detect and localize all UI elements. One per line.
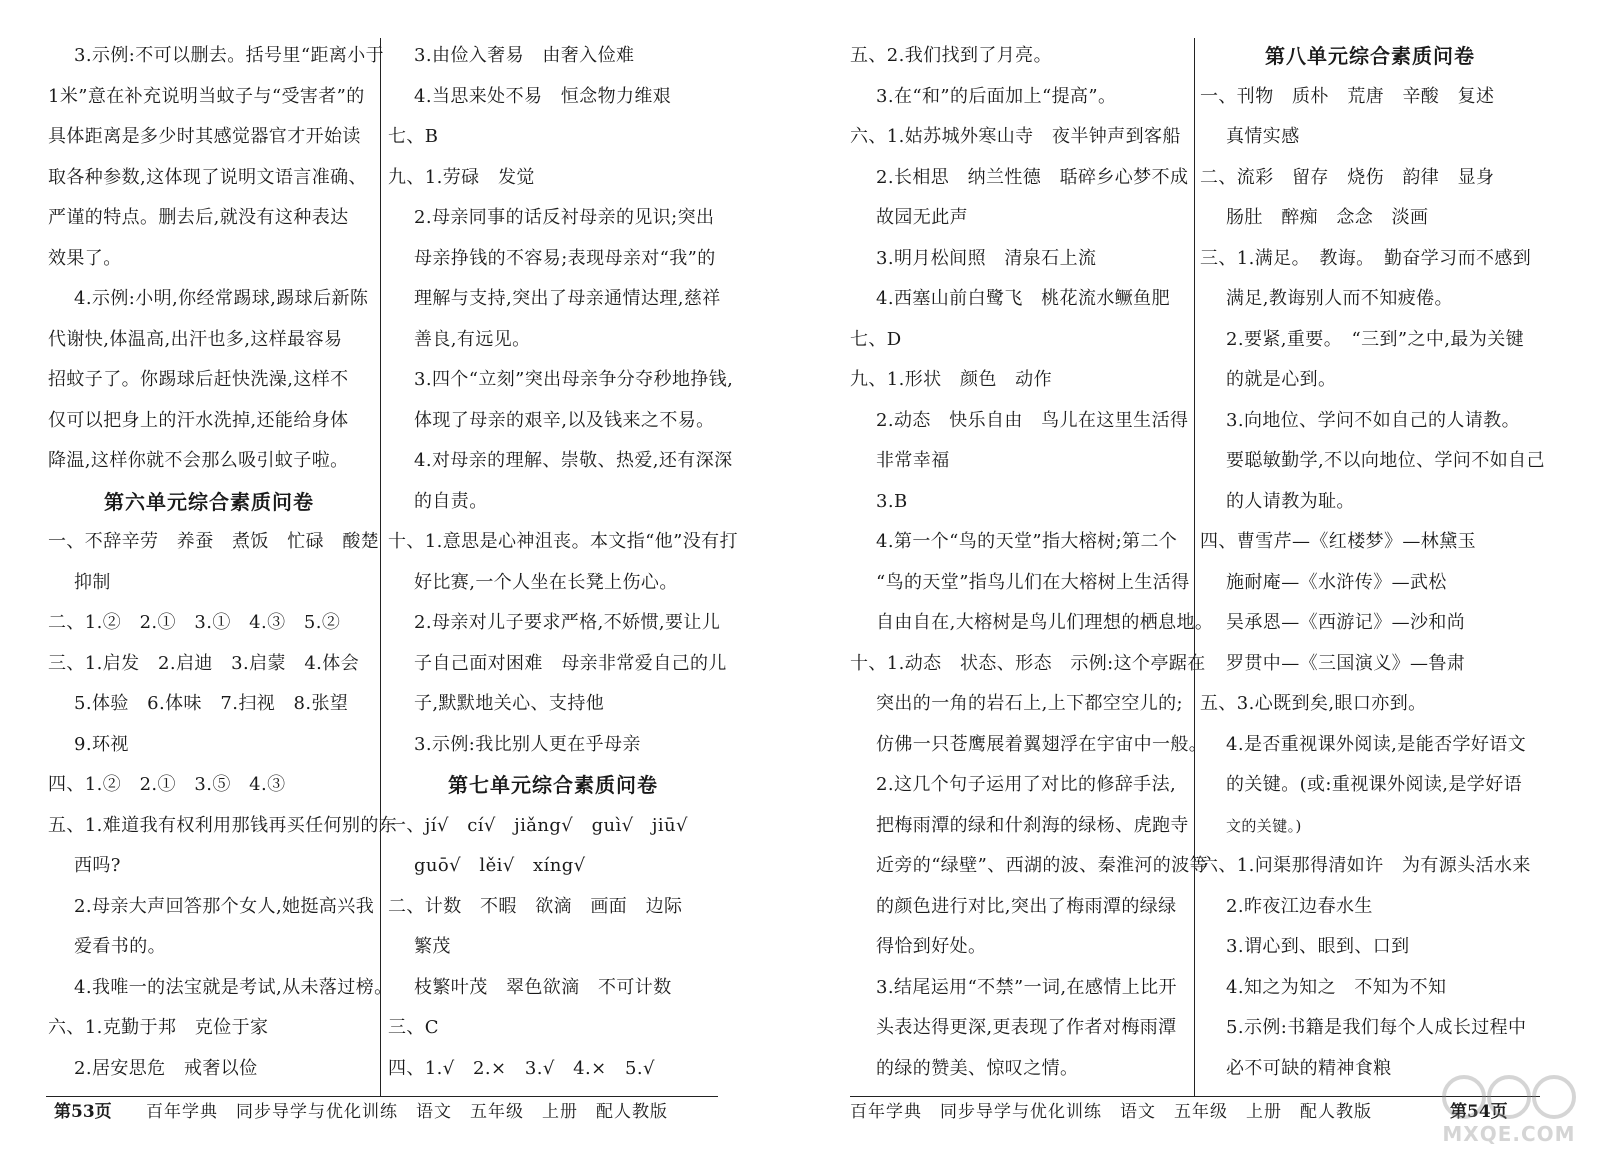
answer-line bbox=[48, 239, 370, 280]
answer-text: 2.居安思危 戒奢以俭 bbox=[74, 1057, 258, 1079]
answer-line bbox=[850, 1008, 1186, 1049]
answer-line bbox=[388, 117, 718, 158]
answer-text: 的就是心到。 bbox=[1226, 369, 1337, 390]
answer-text: 的绿的赞美、惊叹之情。 bbox=[876, 1057, 1079, 1079]
answer-line bbox=[1200, 644, 1540, 685]
answer-text: 4.知之为知之 不知为不知 bbox=[1226, 976, 1447, 998]
answer-line bbox=[48, 320, 370, 361]
answer-line bbox=[48, 279, 370, 320]
answer-text: 5.体验 6.体味 7.扫视 8.张望 bbox=[74, 693, 349, 714]
answer-line bbox=[388, 279, 721, 320]
answer-text: 罗贯中—《三国演义》—鲁肃 bbox=[1226, 652, 1466, 674]
answer-text: 把梅雨潭的绿和什刹海的绿杨、虎跑寺 bbox=[876, 814, 1189, 836]
answer-line bbox=[48, 522, 380, 563]
answer-text: 子自己面对困难 母亲非常爱自己的儿 bbox=[414, 652, 727, 674]
answer-text: 5.示例:书籍是我们每个人成长过程中 bbox=[1226, 1017, 1527, 1038]
watermark bbox=[1434, 1070, 1584, 1146]
answer-line bbox=[48, 644, 370, 685]
answer-text: 的颜色进行对比,突出了梅雨潭的绿绿 bbox=[876, 895, 1177, 917]
answer-line bbox=[850, 441, 1186, 482]
answer-line bbox=[850, 77, 1186, 118]
answer-text: 近旁的“绿壁”、西湖的波、秦淮河的波等 bbox=[876, 855, 1209, 876]
answer-text: 二、计数 不暇 欲滴 画面 边际 bbox=[388, 895, 683, 917]
answer-line bbox=[850, 279, 1186, 320]
underlined-example-text: 突出的一角的岩石上,上下都空空儿的; bbox=[876, 693, 1183, 714]
answer-text: 故园无此声 bbox=[876, 207, 968, 228]
column-divider bbox=[380, 38, 381, 1096]
answer-line bbox=[48, 117, 370, 158]
answer-line bbox=[1200, 360, 1540, 401]
answer-line bbox=[1200, 239, 1540, 280]
answer-line bbox=[850, 644, 1206, 685]
answer-text: 枝繁叶茂 翠色欲滴 不可计数 bbox=[414, 976, 672, 998]
answer-line bbox=[48, 401, 370, 442]
answer-line bbox=[1200, 77, 1540, 118]
answer-line bbox=[48, 198, 370, 239]
answer-text: 取各种参数,这体现了说明文语言准确、 bbox=[48, 166, 367, 188]
answer-text: 头表达得更深,更表现了作者对梅雨潭 bbox=[876, 1017, 1177, 1038]
section-heading bbox=[48, 482, 370, 523]
answer-line bbox=[388, 158, 718, 199]
answer-line bbox=[48, 927, 370, 968]
watermark-logo-icon bbox=[1434, 1070, 1584, 1124]
answer-text: 三、C bbox=[388, 1017, 439, 1038]
left-page-footer bbox=[46, 1096, 718, 1127]
answer-line bbox=[1200, 198, 1540, 239]
answer-line bbox=[48, 36, 385, 77]
answer-text: 七、B bbox=[388, 126, 439, 147]
answer-text: 具体距离是多少时其感觉器官才开始读 bbox=[48, 126, 361, 147]
answer-text: 二、流彩 留存 烧伤 韵律 显身 bbox=[1200, 166, 1495, 188]
answer-text: 施耐庵—《水浒传》—武松 bbox=[1226, 571, 1447, 593]
answer-line bbox=[1200, 522, 1540, 563]
answer-line bbox=[1200, 441, 1545, 482]
answer-line bbox=[48, 603, 370, 644]
answer-line bbox=[850, 846, 1209, 887]
answer-line bbox=[388, 198, 718, 239]
answer-text: 十、1.意思是心神沮丧。本文指“他”没有打 bbox=[388, 531, 738, 552]
answer-text: 五、1.难道我有权利用那钱再买任何别的东 bbox=[48, 814, 398, 836]
answer-text: 满足,教诲别人而不知疲倦。 bbox=[1226, 288, 1453, 309]
answer-text: 五、2.我们找到了月亮。 bbox=[850, 45, 1052, 66]
answer-text: 3.由俭入奢易 由奢入俭难 bbox=[414, 45, 635, 66]
answer-text: 2.昨夜江边春水生 bbox=[1226, 895, 1373, 917]
answer-text: 招蚊子了。你踢球后赶快洗澡,这样不 bbox=[48, 369, 349, 390]
answer-line bbox=[48, 158, 370, 199]
answer-line bbox=[850, 563, 1190, 604]
answer-line bbox=[388, 239, 718, 280]
answer-text: 七、D bbox=[850, 328, 902, 350]
answer-text: 3.明月松间照 清泉石上流 bbox=[876, 247, 1097, 269]
underlined-example-text: 仿佛一只苍鹰展着翼翅浮在宇宙中一般。 bbox=[876, 733, 1208, 755]
answer-text: 仅可以把身上的汗水洗掉,还能给身体 bbox=[48, 409, 349, 431]
answer-text: 2.母亲大声回答那个女人,她挺高兴我 bbox=[74, 895, 375, 917]
answer-text: “鸟的天堂”指鸟儿们在大榕树上生活得 bbox=[876, 571, 1190, 593]
book-title: 百年学典 同步导学与优化训练 语文 五年级 上册 配人教版 bbox=[850, 1102, 1372, 1122]
answer-line bbox=[1200, 887, 1540, 928]
answer-line bbox=[1200, 320, 1540, 361]
answer-line bbox=[388, 441, 733, 482]
answer-text: 效果了。 bbox=[48, 247, 122, 269]
answer-line bbox=[388, 1008, 718, 1049]
answer-line bbox=[850, 968, 1186, 1009]
answer-text: 3.谓心到、眼到、口到 bbox=[1226, 936, 1410, 957]
answer-line bbox=[850, 482, 1186, 523]
answer-line bbox=[388, 846, 718, 887]
answer-text: 3.B bbox=[876, 490, 908, 512]
answer-text: 九、1.劳碌 发觉 bbox=[388, 166, 535, 188]
answer-text: guō√ lěi√ xíng√ bbox=[414, 855, 586, 876]
answer-line bbox=[1200, 563, 1540, 604]
answer-text: 4.示例:小明,你经常踢球,踢球后新陈 bbox=[74, 288, 369, 309]
answer-text: 必不可缺的精神食粮 bbox=[1226, 1057, 1392, 1079]
answer-text: 繁茂 bbox=[414, 936, 451, 957]
right-page bbox=[800, 0, 1600, 1154]
answer-line bbox=[1200, 603, 1540, 644]
answer-line bbox=[48, 806, 398, 847]
answer-line bbox=[850, 765, 1186, 806]
answer-text: 九、1.形状 颜色 动作 bbox=[850, 369, 1052, 390]
right-page-column-1 bbox=[850, 36, 1214, 1106]
answer-text: 四、1.② 2.① 3.⑤ 4.③ bbox=[48, 774, 286, 795]
answer-text: 降温,这样你就不会那么吸引蚊子啦。 bbox=[48, 450, 349, 471]
answer-text: 的自责。 bbox=[414, 490, 488, 512]
answer-text: 子,默默地关心、支持他 bbox=[414, 693, 605, 714]
section-heading bbox=[388, 765, 718, 806]
answer-text: 六、1.问渠那得清如许 为有源头活水来 bbox=[1200, 855, 1531, 876]
answer-line bbox=[850, 806, 1189, 847]
answer-text: 十、1.动态 状态、形态 示例: bbox=[850, 652, 1114, 674]
page-number: 第54页 bbox=[1450, 1102, 1508, 1122]
answer-text: 善良,有远见。 bbox=[414, 328, 531, 350]
answer-text: 一、jí√ cí√ jiǎng√ guì√ jiū√ bbox=[388, 814, 688, 836]
answer-text: 体现了母亲的艰辛,以及钱来之不易。 bbox=[414, 409, 715, 431]
answer-text: 非常幸福 bbox=[876, 450, 950, 471]
answer-text: 西吗? bbox=[74, 855, 121, 876]
answer-line bbox=[388, 563, 718, 604]
answer-line bbox=[388, 320, 718, 361]
answer-line bbox=[850, 887, 1186, 928]
answer-text: 严谨的特点。删去后,就没有这种表达 bbox=[48, 207, 349, 228]
answer-line bbox=[1200, 684, 1540, 725]
answer-text: 一、不辞辛劳 养蚕 煮饭 忙碌 酸楚 bbox=[48, 531, 380, 552]
answer-text: 4.对母亲的理解、崇敬、热爱,还有深深 bbox=[414, 450, 733, 471]
answer-line bbox=[388, 36, 718, 77]
answer-line bbox=[48, 887, 375, 928]
answer-line bbox=[388, 968, 718, 1009]
answer-text: 2.母亲对儿子要求严格,不娇惯,要让儿 bbox=[414, 612, 721, 633]
answer-line bbox=[388, 806, 718, 847]
answer-line bbox=[850, 603, 1214, 644]
answer-text: 的人请教为耻。 bbox=[1226, 490, 1355, 512]
answer-line bbox=[850, 117, 1186, 158]
answer-text: 三、1.启发 2.启迪 3.启蒙 4.体会 bbox=[48, 652, 360, 674]
left-page-column-1 bbox=[48, 36, 398, 1106]
answer-text: 六、1.克勤于邦 克俭于家 bbox=[48, 1017, 269, 1038]
answer-text: 母亲挣钱的不容易;表现母亲对“我”的 bbox=[414, 247, 716, 269]
section-heading bbox=[1200, 36, 1540, 77]
answer-text: 3.向地位、学问不如自己的人请教。 bbox=[1226, 409, 1520, 431]
answer-line bbox=[48, 563, 370, 604]
answer-line bbox=[48, 77, 370, 118]
answer-line bbox=[48, 684, 370, 725]
answer-text: 四、1.√ 2.× 3.√ 4.× 5.√ bbox=[388, 1057, 655, 1079]
answer-line bbox=[850, 239, 1186, 280]
answer-text: 代谢快,体温高,出汗也多,这样最容易 bbox=[48, 328, 343, 350]
answer-line bbox=[388, 522, 738, 563]
answer-line bbox=[850, 198, 1186, 239]
answer-text: 好比赛,一个人坐在长凳上伤心。 bbox=[414, 571, 678, 593]
answer-line bbox=[1200, 846, 1540, 887]
answer-line bbox=[388, 1049, 718, 1090]
answer-line bbox=[388, 401, 718, 442]
answer-line bbox=[388, 684, 718, 725]
answer-text: 1米”意在补充说明当蚊子与“受害者”的 bbox=[48, 85, 365, 107]
right-page-column-2 bbox=[1200, 36, 1545, 1106]
watermark-text: MXQE.COM bbox=[1442, 1122, 1576, 1146]
answer-line bbox=[850, 158, 1189, 199]
answer-line bbox=[1200, 117, 1540, 158]
answer-text: 真情实感 bbox=[1226, 126, 1300, 147]
underlined-example-text: 这个亭踞在 bbox=[1113, 652, 1206, 674]
answer-text: 3.结尾运用“不禁”一词,在感情上比开 bbox=[876, 976, 1177, 998]
answer-text: 3.示例:不可以删去。括号里“距离小于 bbox=[74, 45, 385, 66]
answer-line bbox=[1200, 158, 1540, 199]
answer-line bbox=[1200, 1008, 1540, 1049]
answer-text: 第八单元综合素质问卷 bbox=[1265, 44, 1475, 68]
answer-line bbox=[388, 360, 734, 401]
answer-text: 三、1.满足。 教诲。 勤奋学习而不感到 bbox=[1200, 247, 1532, 269]
answer-text: 要聪敏勤学,不以向地位、学问不如自己 bbox=[1226, 450, 1545, 471]
answer-line bbox=[850, 320, 1186, 361]
answer-text: 自由自在,大榕树是鸟儿们理想的栖息地。 bbox=[876, 612, 1214, 633]
answer-line bbox=[1200, 765, 1540, 806]
answer-text: 二、1.② 2.① 3.① 4.③ 5.② bbox=[48, 612, 341, 633]
answer-line bbox=[48, 725, 370, 766]
answer-line bbox=[48, 360, 370, 401]
answer-line bbox=[1200, 279, 1540, 320]
answer-text: 六、1.姑苏城外寒山寺 夜半钟声到客船 bbox=[850, 126, 1181, 147]
answer-text: 抑制 bbox=[74, 571, 111, 593]
answer-text: 理解与支持,突出了母亲通情达理,慈祥 bbox=[414, 288, 721, 309]
answer-text: 2.母亲同事的话反衬母亲的见识;突出 bbox=[414, 207, 715, 228]
answer-text: 2.这几个句子运用了对比的修辞手法, bbox=[876, 774, 1177, 795]
left-page-column-2 bbox=[388, 36, 738, 1106]
answer-text: 2.要紧,重要。 “三到”之中,最为关键 bbox=[1226, 328, 1525, 350]
answer-text: 吴承恩—《西游记》—沙和尚 bbox=[1226, 612, 1466, 633]
answer-line bbox=[388, 603, 721, 644]
answer-line bbox=[48, 1008, 370, 1049]
answer-text: 的关键。(或:重视课外阅读,是学好语 bbox=[1226, 774, 1523, 795]
answer-line bbox=[850, 927, 1186, 968]
answer-line bbox=[1200, 401, 1540, 442]
answer-line bbox=[1200, 927, 1540, 968]
answer-line bbox=[1200, 725, 1540, 766]
answer-line bbox=[48, 765, 370, 806]
answer-text: 3.在“和”的后面加上“提高”。 bbox=[876, 85, 1117, 107]
answer-line bbox=[388, 927, 718, 968]
answer-text: 第七单元综合素质问卷 bbox=[448, 773, 658, 797]
answer-line bbox=[1200, 482, 1540, 523]
answer-text: 4.我唯一的法宝就是考试,从未落过榜。 bbox=[74, 976, 393, 998]
answer-line bbox=[850, 684, 1186, 725]
answer-line bbox=[48, 441, 370, 482]
answer-line bbox=[1200, 968, 1540, 1009]
answer-line bbox=[388, 644, 727, 685]
answer-text: 五、3.心既到矣,眼口亦到。 bbox=[1200, 693, 1427, 714]
book-title: 百年学典 同步导学与优化训练 语文 五年级 上册 配人教版 bbox=[146, 1102, 668, 1122]
answer-text: 3.四个“立刻”突出母亲争分夺秒地挣钱, bbox=[414, 369, 734, 390]
answer-line bbox=[48, 1049, 370, 1090]
answer-line bbox=[850, 725, 1208, 766]
answer-text: 4.当思来处不易 恒念物力维艰 bbox=[414, 85, 672, 107]
answer-line bbox=[850, 360, 1186, 401]
answer-text: 2.长相思 纳兰性德 聒碎乡心梦不成 bbox=[876, 166, 1189, 188]
answer-line bbox=[388, 482, 718, 523]
answer-line bbox=[850, 522, 1186, 563]
answer-text: 四、曹雪芹—《红楼梦》—林黛玉 bbox=[1200, 531, 1476, 552]
answer-line bbox=[388, 887, 718, 928]
answer-line bbox=[388, 725, 718, 766]
column-divider bbox=[1194, 38, 1195, 1096]
answer-text: 爱看书的。 bbox=[74, 936, 166, 957]
answer-text: 3.示例:我比别人更在乎母亲 bbox=[414, 733, 641, 755]
answer-text: 4.是否重视课外阅读,是能否学好语文 bbox=[1226, 733, 1527, 755]
answer-text: 文的关键。) bbox=[1226, 816, 1302, 835]
answer-text: 9.环视 bbox=[74, 733, 129, 755]
answer-line bbox=[850, 36, 1186, 77]
answer-line bbox=[1200, 806, 1540, 847]
answer-text: 得恰到好处。 bbox=[876, 936, 987, 957]
page-number: 第53页 bbox=[54, 1102, 112, 1122]
answer-text: 4.西塞山前白鹭飞 桃花流水鳜鱼肥 bbox=[876, 288, 1170, 309]
answer-text: 肠肚 醉痴 念念 淡画 bbox=[1226, 207, 1429, 228]
answer-line bbox=[48, 968, 393, 1009]
answer-text: 第六单元综合素质问卷 bbox=[104, 489, 314, 514]
answer-line bbox=[388, 77, 718, 118]
answer-text: 一、刊物 质朴 荒唐 辛酸 复述 bbox=[1200, 85, 1495, 107]
answer-text: 4.第一个“鸟的天堂”指大榕树;第二个 bbox=[876, 531, 1178, 552]
answer-line bbox=[48, 846, 370, 887]
answer-line bbox=[850, 1049, 1186, 1090]
answer-text: 2.动态 快乐自由 鸟儿在这里生活得 bbox=[876, 409, 1189, 431]
answer-line bbox=[850, 401, 1189, 442]
